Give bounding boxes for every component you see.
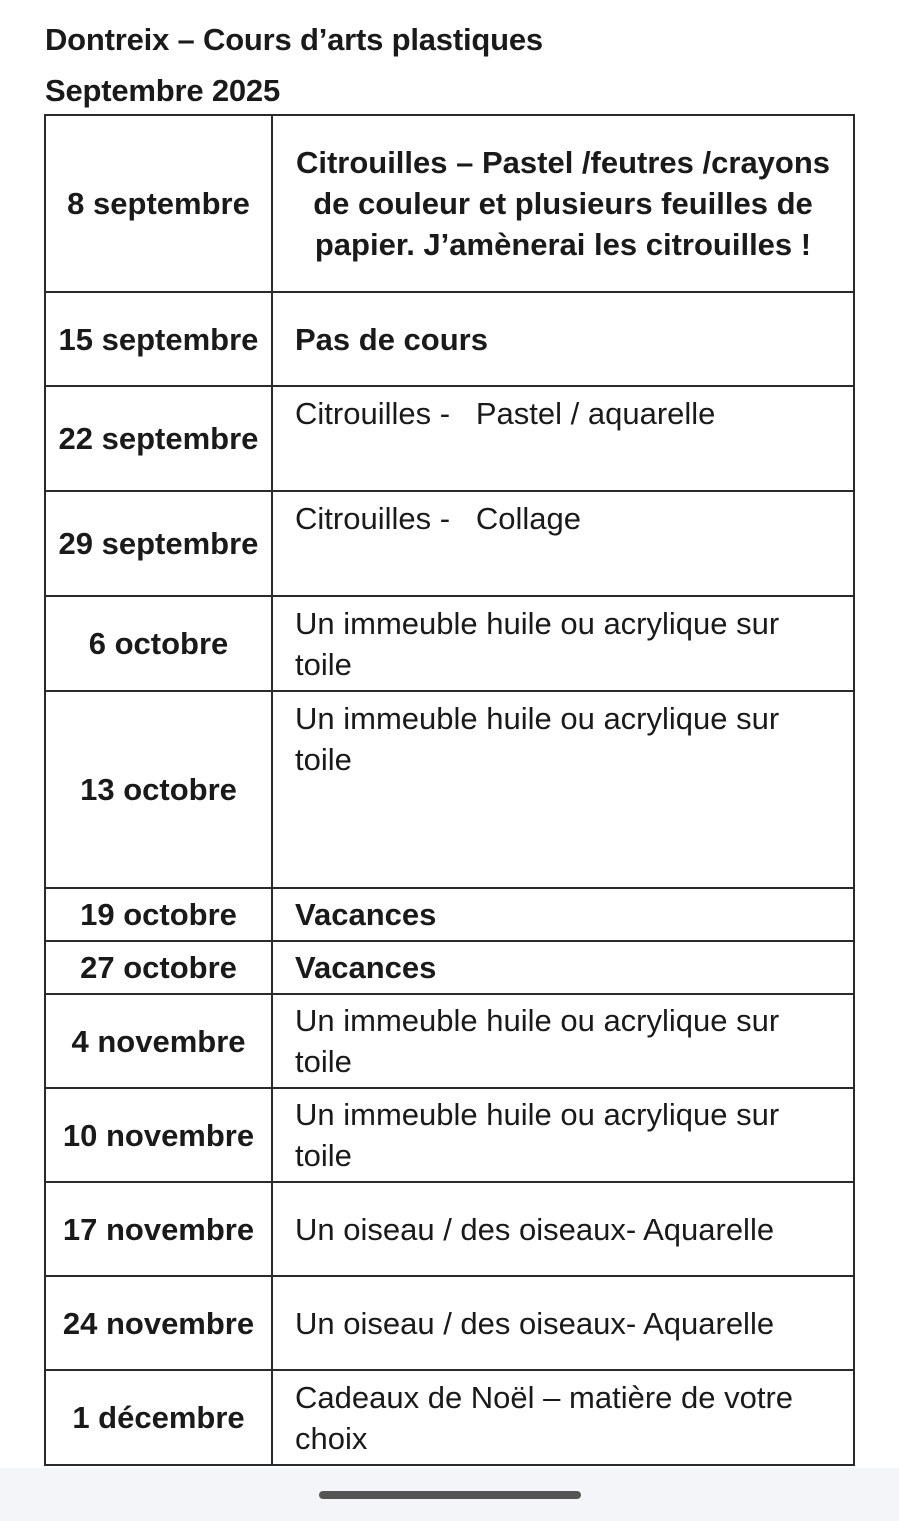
date-cell: 19 octobre bbox=[45, 888, 272, 941]
date-cell: 1 décembre bbox=[45, 1370, 272, 1465]
date-cell: 6 octobre bbox=[45, 596, 272, 691]
date-cell: 29 septembre bbox=[45, 491, 272, 596]
date-cell: 22 septembre bbox=[45, 386, 272, 491]
activity-cell: Un immeuble huile ou acrylique sur toile bbox=[272, 691, 854, 888]
table-row bbox=[45, 1276, 854, 1370]
navigation-bar bbox=[0, 1468, 899, 1521]
activity-cell: Citrouilles – Pastel /feutres /crayons de couleur et plusieurs feuilles de papier. J’amènerai les citrouilles ! bbox=[272, 115, 854, 292]
activity-cell: Un oiseau / des oiseaux- Aquarelle bbox=[272, 1182, 854, 1276]
activity-cell: Un oiseau / des oiseaux- Aquarelle bbox=[272, 1276, 854, 1370]
table-row bbox=[45, 491, 854, 596]
table-row bbox=[45, 1182, 854, 1276]
schedule-table-container bbox=[44, 114, 855, 1468]
date-cell: 27 octobre bbox=[45, 941, 272, 994]
date-cell: 10 novembre bbox=[45, 1088, 272, 1182]
table-row bbox=[45, 941, 854, 994]
date-cell: 24 novembre bbox=[45, 1276, 272, 1370]
activity-cell: Cadeaux de Noël – matière de votre choix bbox=[272, 1370, 854, 1465]
activity-cell: Un immeuble huile ou acrylique sur toile bbox=[272, 1088, 854, 1182]
table-row bbox=[45, 1088, 854, 1182]
table-row bbox=[45, 115, 854, 292]
date-cell: 8 septembre bbox=[45, 115, 272, 292]
date-cell: 13 octobre bbox=[45, 691, 272, 888]
activity-cell: Pas de cours bbox=[272, 292, 854, 386]
table-row bbox=[45, 994, 854, 1088]
page-subtitle: Septembre 2025 bbox=[45, 73, 280, 108]
activity-cell: Un immeuble huile ou acrylique sur toile bbox=[272, 994, 854, 1088]
date-cell: 17 novembre bbox=[45, 1182, 272, 1276]
date-cell: 15 septembre bbox=[45, 292, 272, 386]
table-row bbox=[45, 386, 854, 491]
date-cell: 4 novembre bbox=[45, 994, 272, 1088]
table-row bbox=[45, 292, 854, 386]
page-title: Dontreix – Cours d’arts plastiques bbox=[45, 22, 543, 57]
schedule-table bbox=[44, 114, 855, 1466]
table-row bbox=[45, 691, 854, 888]
activity-cell: Un immeuble huile ou acrylique sur toile bbox=[272, 596, 854, 691]
table-row bbox=[45, 888, 854, 941]
activity-cell: Vacances bbox=[272, 941, 854, 994]
activity-cell: Citrouilles - Collage bbox=[272, 491, 854, 596]
table-row bbox=[45, 1370, 854, 1465]
table-row bbox=[45, 596, 854, 691]
home-indicator[interactable] bbox=[319, 1491, 581, 1499]
activity-cell: Citrouilles - Pastel / aquarelle bbox=[272, 386, 854, 491]
activity-cell: Vacances bbox=[272, 888, 854, 941]
